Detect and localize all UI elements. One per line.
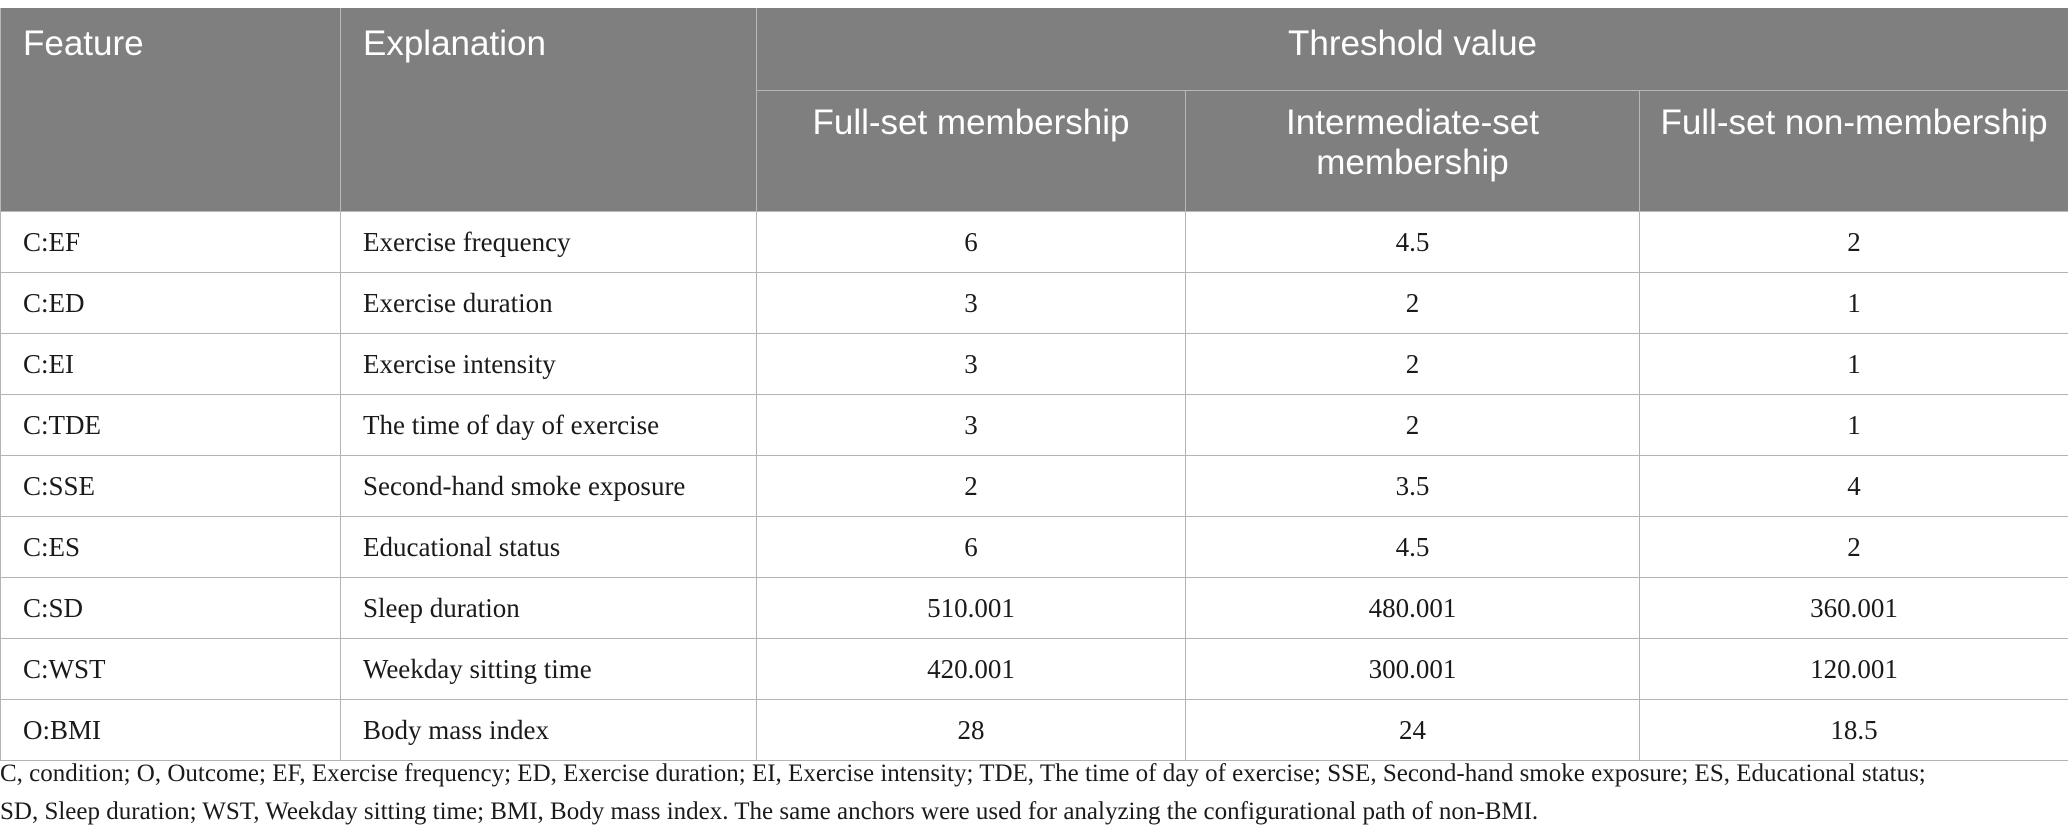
threshold-table [0,8,2068,761]
cell-feature: O:BMI [1,700,341,761]
cell-non-membership: 1 [1640,273,2068,334]
cell-feature: C:EI [1,334,341,395]
cell-feature: C:ES [1,517,341,578]
footnote-line-1: C, condition; O, Outcome; EF, Exercise frequency; ED, Exercise duration; EI, Exercise intensity; TDE, The time of day of exercise; SSE, Second-hand smoke exposure; ES, Educational status; [0,760,1926,787]
table-header [1,8,2068,212]
cell-feature: C:SD [1,578,341,639]
table-row [1,212,2068,273]
cell-full-set: 3 [757,273,1186,334]
cell-feature: C:SSE [1,456,341,517]
cell-full-set: 6 [757,517,1186,578]
cell-non-membership: 360.001 [1640,578,2068,639]
cell-explanation: Body mass index [341,700,757,761]
cell-feature: C:TDE [1,395,341,456]
cell-intermediate-set: 4.5 [1186,212,1640,273]
table-row [1,639,2068,700]
cell-non-membership: 120.001 [1640,639,2068,700]
cell-full-set: 510.001 [757,578,1186,639]
cell-intermediate-set: 2 [1186,273,1640,334]
table-footnote [0,755,2060,831]
table-row [1,395,2068,456]
cell-intermediate-set: 2 [1186,334,1640,395]
cell-intermediate-set: 300.001 [1186,639,1640,700]
cell-feature: C:WST [1,639,341,700]
table-row [1,334,2068,395]
table-row [1,456,2068,517]
cell-feature: C:EF [1,212,341,273]
cell-intermediate-set: 3.5 [1186,456,1640,517]
cell-explanation: Exercise frequency [341,212,757,273]
cell-full-set: 6 [757,212,1186,273]
header-explanation: Explanation [341,8,757,212]
cell-non-membership: 18.5 [1640,700,2068,761]
cell-non-membership: 2 [1640,212,2068,273]
table-row [1,273,2068,334]
cell-non-membership: 4 [1640,456,2068,517]
cell-full-set: 2 [757,456,1186,517]
cell-feature: C:ED [1,273,341,334]
cell-full-set: 3 [757,395,1186,456]
header-threshold-value: Threshold value [757,8,2068,91]
cell-explanation: Educational status [341,517,757,578]
cell-intermediate-set: 4.5 [1186,517,1640,578]
table-row [1,517,2068,578]
footnote-line-2: SD, Sleep duration; WST, Weekday sitting time; BMI, Body mass index. The same anchors were used for analyzing the configurational path of non-BMI. [0,798,1539,825]
threshold-table-container [0,8,2068,761]
cell-explanation: Weekday sitting time [341,639,757,700]
cell-explanation: The time of day of exercise [341,395,757,456]
cell-full-set: 3 [757,334,1186,395]
cell-intermediate-set: 2 [1186,395,1640,456]
cell-non-membership: 1 [1640,395,2068,456]
cell-full-set: 28 [757,700,1186,761]
cell-non-membership: 2 [1640,517,2068,578]
cell-explanation: Second-hand smoke exposure [341,456,757,517]
cell-non-membership: 1 [1640,334,2068,395]
header-intermediate-set-membership: Intermediate-set membership [1186,91,1640,212]
cell-intermediate-set: 480.001 [1186,578,1640,639]
table-row [1,578,2068,639]
cell-full-set: 420.001 [757,639,1186,700]
header-full-set-membership: Full-set membership [757,91,1186,212]
cell-explanation: Exercise duration [341,273,757,334]
header-feature: Feature [1,8,341,212]
cell-intermediate-set: 24 [1186,700,1640,761]
header-full-set-non-membership: Full-set non-membership [1640,91,2068,212]
cell-explanation: Sleep duration [341,578,757,639]
table-row [1,700,2068,761]
table-body [1,212,2068,761]
cell-explanation: Exercise intensity [341,334,757,395]
